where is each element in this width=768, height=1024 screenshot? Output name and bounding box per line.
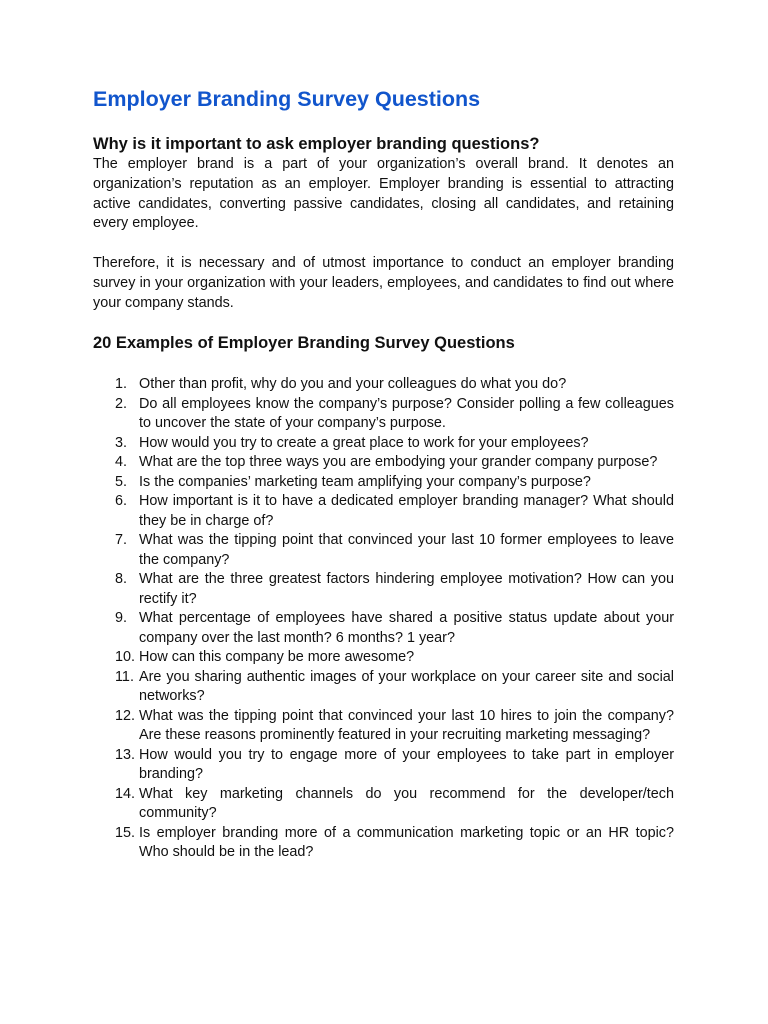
list-item: [93, 609, 674, 648]
list-item: [93, 492, 674, 531]
list-item: [93, 707, 674, 746]
list-item-number: 1.: [115, 376, 128, 392]
list-item-text: Is employer branding more of a communication marketing topic or an HR topic? Who should be in the lead?: [139, 824, 674, 860]
list-item-number: 10.: [115, 649, 136, 665]
page-title: Employer Branding Survey Questions: [93, 87, 481, 111]
list-item-number: 7.: [115, 532, 128, 548]
list-item-number: 14.: [115, 785, 136, 802]
list-item-number: 4.: [115, 454, 128, 470]
list-item-number: 13.: [115, 746, 136, 763]
section-heading-why: Why is it important to ask employer branding questions?: [93, 135, 540, 153]
list-item-number: 2.: [115, 395, 128, 412]
list-item-number: 6.: [115, 493, 128, 509]
list-item-text: What was the tipping point that convinced your last 10 former employees to leave the company?: [139, 532, 674, 568]
paragraph-survey-necessity: Therefore, it is necessary and of utmost importance to conduct an employer branding survey in your organization with your leaders, employees, and candidates to find out where your company stands.: [93, 255, 674, 311]
paragraph-employer-brand: The employer brand is a part of your organization’s overall brand. It denotes an organization’s reputation as an employer. Employer branding is essential to attracting active candidates, converting passive candidates, closing all candidates, and retaining every employee.: [93, 156, 674, 232]
list-item-text: What are the top three ways you are embodying your grander company purpose?: [139, 454, 658, 470]
list-item-number: 9.: [115, 610, 128, 626]
list-item-number: 5.: [115, 473, 128, 490]
list-item-text: Is the companies’ marketing team amplifying your company’s purpose?: [139, 473, 591, 490]
list-item-text: What percentage of employees have shared a positive status update about your company over the last month? 6 months? 1 year?: [139, 610, 674, 646]
list-item: [93, 648, 674, 668]
question-list: [93, 375, 674, 863]
list-item-text: What are the three greatest factors hindering employee motivation? How can you rectify it?: [139, 571, 674, 607]
list-item-number: 8.: [115, 571, 128, 587]
list-item-text: How important is it to have a dedicated employer branding manager? What should they be in charge of?: [139, 493, 674, 529]
list-item: [93, 453, 674, 473]
list-item: [93, 395, 674, 434]
list-item-text: Are you sharing authentic images of your workplace on your career site and social networks?: [139, 668, 674, 704]
list-item-text: What key marketing channels do you recommend for the developer/tech community?: [139, 785, 674, 821]
list-item-number: 15.: [115, 824, 136, 841]
list-item: [93, 434, 674, 454]
list-item-text: How can this company be more awesome?: [139, 649, 415, 665]
list-item: [93, 570, 674, 609]
list-item: [93, 531, 674, 570]
list-item-text: How would you try to create a great place to work for your employees?: [139, 434, 589, 451]
list-item: [93, 824, 674, 863]
list-item-text: Other than profit, why do you and your colleagues do what you do?: [139, 376, 567, 392]
list-item: [93, 668, 674, 707]
list-item-text: What was the tipping point that convinced your last 10 hires to join the company? Are these reasons prominently featured in your recruiting marketing messaging?: [139, 707, 674, 743]
list-item: [93, 746, 674, 785]
section-heading-examples: 20 Examples of Employer Branding Survey Questions: [93, 334, 515, 352]
list-item-text: Do all employees know the company’s purpose? Consider polling a few colleagues to uncover the state of your company’s purpose.: [139, 395, 674, 431]
list-item-text: How would you try to engage more of your employees to take part in employer branding?: [139, 746, 674, 782]
list-item: [93, 785, 674, 824]
list-item-number: 11.: [115, 668, 134, 685]
list-item-number: 12.: [115, 707, 136, 724]
list-item: [93, 375, 674, 395]
list-item-number: 3.: [115, 434, 128, 451]
list-item: [93, 473, 674, 493]
